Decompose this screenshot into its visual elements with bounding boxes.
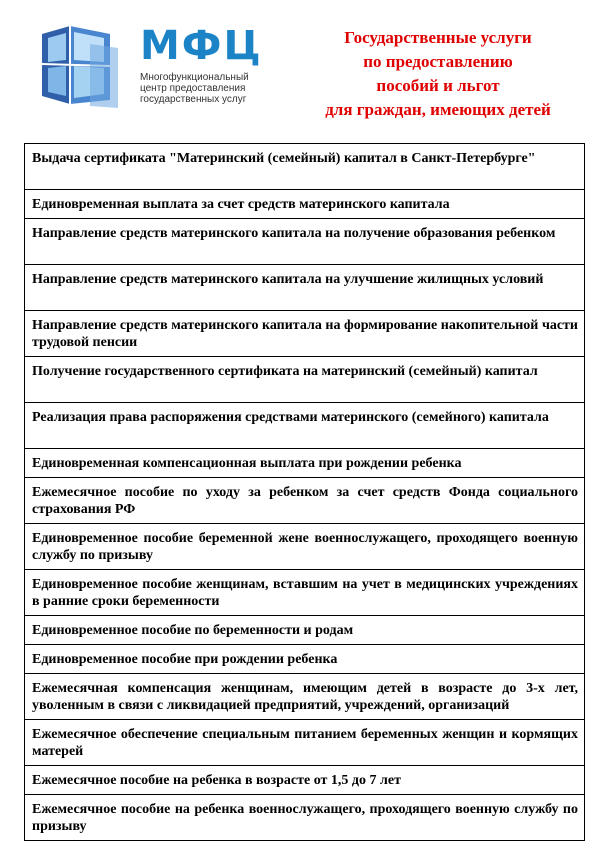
service-cell: Единовременное пособие беременной жене военнослужащего, проходящего военную службу по призыву [25, 524, 585, 570]
logo-subtitle-line: государственных услуг [140, 94, 247, 105]
table-row [25, 219, 585, 265]
service-cell: Направление средств материнского капитала на улучшение жилищных условий [25, 265, 585, 311]
page-title [300, 26, 576, 122]
table-row [25, 357, 585, 403]
table-row [25, 144, 585, 190]
service-cell: Получение государственного сертификата на материнский (семейный) капитал [25, 357, 585, 403]
logo-brand: МФЦ [140, 23, 263, 69]
table-row [25, 570, 585, 616]
service-cell: Ежемесячное пособие по уходу за ребенком за счет средств Фонда социального страхования РФ [25, 478, 585, 524]
page-title-line: пособий и льгот [376, 76, 500, 95]
service-cell: Ежемесячное обеспечение специальным питанием беременных женщин и кормящих матерей [25, 720, 585, 766]
service-cell: Реализация права распоряжения средствами материнского (семейного) капитала [25, 403, 585, 449]
service-cell: Единовременное пособие при рождении ребенка [25, 645, 585, 674]
service-cell: Направление средств материнского капитала на получение образования ребенком [25, 219, 585, 265]
logo-subtitle-line: центр предоставления [140, 83, 246, 94]
service-cell: Единовременное пособие по беременности и родам [25, 616, 585, 645]
table-row [25, 720, 585, 766]
service-cell: Ежемесячная компенсация женщинам, имеющим детей в возрасте до 3-х лет, уволенным в связи с ликвидацией предприятий, учреждений, организаций [25, 674, 585, 720]
table-row [25, 645, 585, 674]
service-cell: Ежемесячное пособие на ребенка военнослужащего, проходящего военную службу по призыву [25, 795, 585, 841]
table-row [25, 616, 585, 645]
table-row [25, 190, 585, 219]
page-title-line: Государственные услуги [344, 28, 532, 47]
page-title-line: для граждан, имеющих детей [325, 100, 551, 119]
table-row [25, 524, 585, 570]
service-cell: Выдача сертификата "Материнский (семейный) капитал в Санкт-Петербурге" [25, 144, 585, 190]
header [0, 0, 608, 140]
table-row [25, 449, 585, 478]
table-row [25, 265, 585, 311]
service-cell: Ежемесячное пособие на ребенка в возрасте от 1,5 до 7 лет [25, 766, 585, 795]
service-cell: Единовременная компенсационная выплата при рождении ребенка [25, 449, 585, 478]
table-row [25, 795, 585, 841]
service-cell: Единовременное пособие женщинам, вставшим на учет в медицинских учреждениях в ранние сроки беременности [25, 570, 585, 616]
mfc-logo-icon [40, 24, 120, 110]
table-row [25, 403, 585, 449]
logo-subtitle [140, 72, 310, 105]
logo-text [140, 23, 310, 105]
table-row [25, 478, 585, 524]
logo-subtitle-line: Многофункциональный [140, 72, 249, 83]
table-row [25, 311, 585, 357]
service-cell: Единовременная выплата за счет средств материнского капитала [25, 190, 585, 219]
table-row [25, 674, 585, 720]
table-row [25, 766, 585, 795]
services-table [24, 143, 585, 841]
service-cell: Направление средств материнского капитала на формирование накопительной части трудовой пенсии [25, 311, 585, 357]
page-title-line: по предоставлению [363, 52, 513, 71]
